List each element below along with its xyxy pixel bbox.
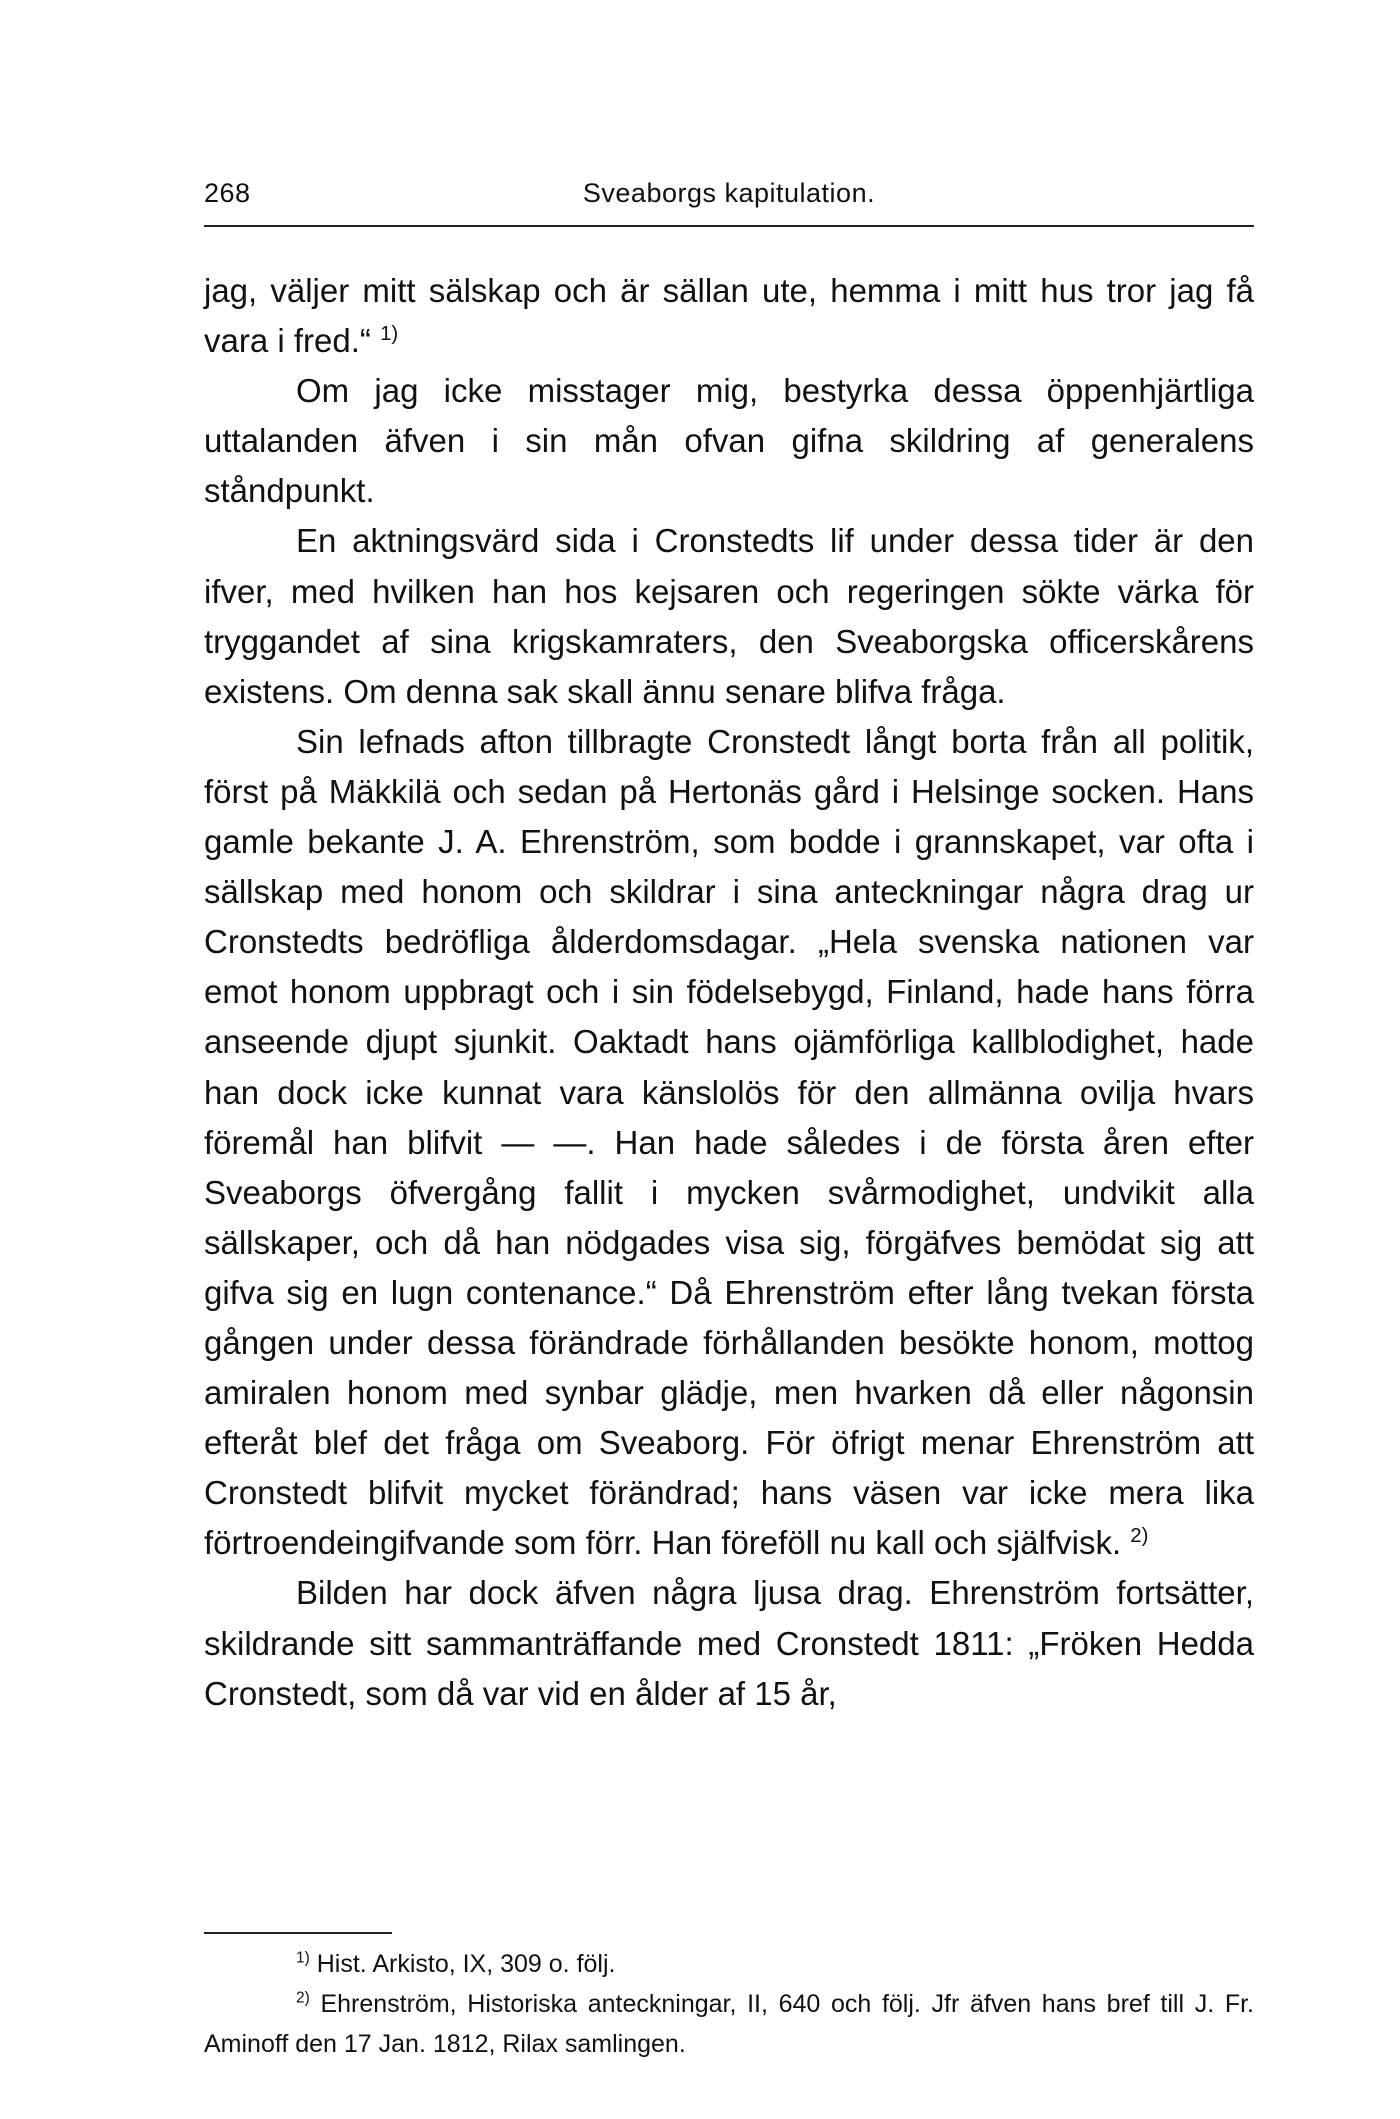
- paragraph-4: [204, 717, 1254, 1569]
- page-header: [204, 178, 1254, 222]
- footnote-marker: 2): [296, 1989, 310, 2007]
- footnote-reference: 1): [380, 322, 399, 346]
- footnote-1: [204, 1944, 1254, 1984]
- header-rule: [204, 225, 1254, 227]
- paragraph-text: jag, väljer mitt sälskap och är sällan ute, hemma i mitt hus tror jag få vara i fred.“: [204, 272, 1254, 360]
- paragraph-1: [204, 266, 1254, 366]
- paragraph-5: Bilden har dock äfven några ljusa drag. Ehrenström fortsätter, skildrande sitt sammanträffande med Cronstedt 1811: „Fröken Hedda Cronstedt, som då var vid en ålder af 15 år,: [204, 1574, 1254, 1712]
- running-title: Sveaborgs kapitulation.: [582, 178, 876, 208]
- page-number: 268: [204, 178, 251, 208]
- footnote-2: [204, 1984, 1254, 2064]
- paragraph-text: Sin lefnads afton tillbragte Cronstedt långt borta från all politik, först på Mäkkilä och sedan på Hertonäs gård i Helsinge socken. Hans gamle bekante J. A. Ehrenström, som bodde i grannskapet, var ofta i sällskap med honom och skildrar i sina anteckningar några drag ur Cronstedts bedröfliga ålderdomsdagar. „Hela svenska nationen var emot honom uppbragt och i sin födelsebygd, Finland, hade hans förra anseende djupt sjunkit. Oaktadt hans ojämförliga kallblodighet, hade han dock icke kunnat vara känslolös för den allmänna ovilja hvars föremål han blifvit — —. Han hade således i de första åren efter Sveaborgs öfvergång fallit i mycken svårmodighet, undvikit alla sällskaper, och då han nödgades visa sig, förgäfves bemödat sig att gifva sig en lugn contenance.“ Då Ehrenström efter lång tvekan första gången under dessa förändrade förhållanden besökte honom, mottog amiralen honom med synbar glädje, men hvarken då eller någonsin efteråt blef det fråga om Sveaborg. För öfrigt menar Ehrenström att Cronstedt blifvit mycket förändrad; hans väsen var icke mera lika förtroendeingifvande som förr. Han föreföll nu kall och själfvisk.: [204, 722, 1254, 1562]
- footnotes: [204, 1944, 1254, 2064]
- paragraph-3: En aktningsvärd sida i Cronstedts lif under dessa tider är den ifver, med hvilken han hos kejsaren och regeringen sökte värka för tryggandet af sina krigskamraters, den Sveaborgska officerskårens existens. Om denna sak skall ännu senare blifva fråga.: [204, 522, 1254, 710]
- footnote-reference: 2): [1130, 1524, 1149, 1548]
- footnote-text: Hist. Arkisto, IX, 309 o. följ.: [316, 1950, 616, 1978]
- main-text: [204, 266, 1254, 1719]
- footnote-marker: 1): [296, 1949, 310, 1967]
- paragraph-2: Om jag icke misstager mig, bestyrka dessa öppenhjärtliga uttalanden äfven i sin mån ofvan gifna skildring af generalens ståndpunkt.: [204, 372, 1254, 510]
- footnote-text: Ehrenström, Historiska anteckningar, II, 640 och följ. Jfr äfven hans bref till J. Fr. Aminoff den 17 Jan. 1812, Rilax samlingen.: [204, 1990, 1254, 2058]
- footnote-rule: [204, 1932, 392, 1934]
